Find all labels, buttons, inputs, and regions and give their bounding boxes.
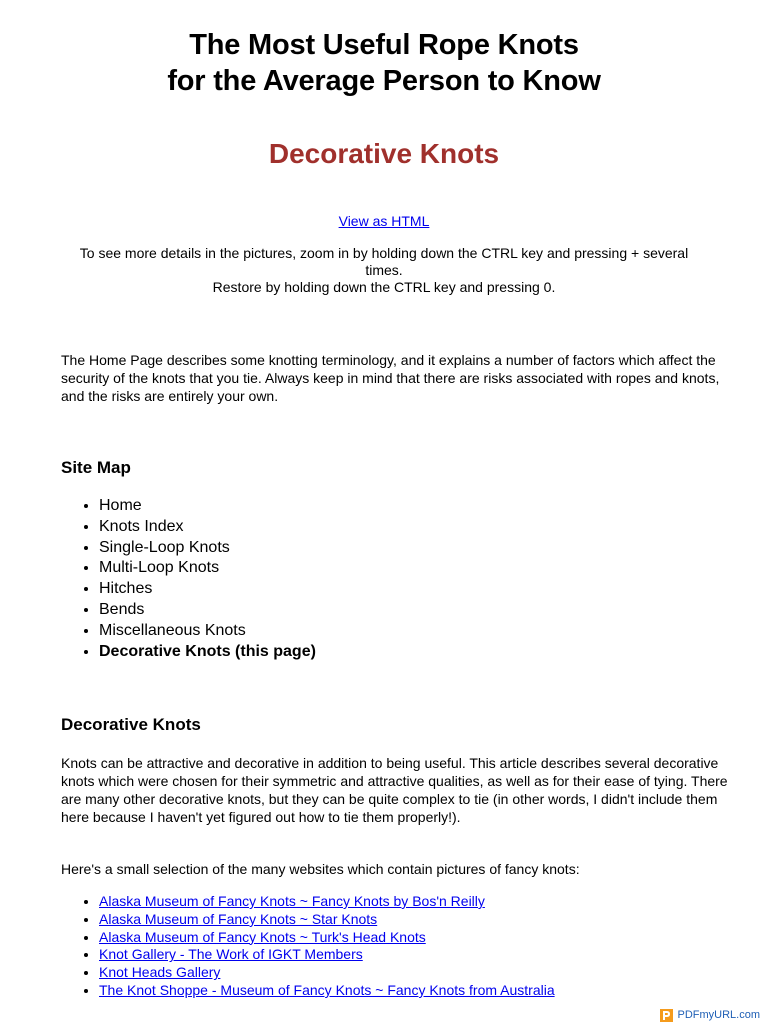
- site-map-item-multi-loop-knots[interactable]: • Multi-Loop Knots: [99, 558, 316, 579]
- pdfmyurl-footer[interactable]: [660, 1008, 760, 1022]
- intro-paragraph: The Home Page describes some knotting terminology, and it explains a number of factors which affect the security of the knots that you tie. Always keep in mind that there are risks associated with ropes and knots, and the risks are entirely your own.: [61, 352, 720, 404]
- site-map-item-miscellaneous-knots[interactable]: • Miscellaneous Knots: [99, 621, 316, 642]
- zoom-instruction-line-1: To see more details in the pictures, zoom in by holding down the CTRL key and pressing + several times.: [79, 245, 689, 278]
- decorative-knots-heading: Decorative Knots: [61, 715, 201, 734]
- site-map-item-hitches[interactable]: • Hitches: [99, 579, 316, 600]
- decorative-knots-paragraph: Knots can be attractive and decorative in addition to being useful. This article describes several decorative knots which were chosen for their symmetric and attractive qualities, as well as for their ease of tying. There are many other decorative knots, but they can be quite complex to tie (in other words, I didn't include them here because I haven't yet figured out how to tie them properly!).: [61, 755, 728, 825]
- zoom-instruction-line-2: Restore by holding down the CTRL key and pressing 0.: [212, 279, 556, 295]
- site-map-item-decorative-knots-current: • Decorative Knots (this page): [99, 642, 316, 663]
- page-subtitle: Decorative Knots: [268, 138, 500, 169]
- site-map-item-single-loop-knots[interactable]: • Single-Loop Knots: [99, 538, 316, 559]
- zoom-instructions: [70, 245, 698, 296]
- link-fancy-knots-bosn-reilly[interactable]: Alaska Museum of Fancy Knots ~ Fancy Knots by Bos'n Reilly: [99, 893, 485, 909]
- site-map-item-knots-index[interactable]: • Knots Index: [99, 517, 316, 538]
- link-knot-heads-gallery[interactable]: Knot Heads Gallery: [99, 964, 221, 981]
- link-list-item: [99, 964, 555, 982]
- fancy-knots-link-list: [61, 893, 555, 1000]
- link-list-item: [99, 911, 555, 929]
- title-line-1: The Most Useful Rope Knots: [189, 29, 579, 61]
- link-list-item: [99, 929, 555, 947]
- view-html-container: [0, 212, 768, 230]
- view-as-html-link[interactable]: View as HTML: [338, 213, 430, 229]
- pdfmyurl-brand-text[interactable]: PDFmyURL.com: [677, 1009, 760, 1021]
- link-star-knots[interactable]: Alaska Museum of Fancy Knots ~ Star Knots: [99, 910, 378, 927]
- link-list-item: [99, 982, 555, 1000]
- link-list-item: [99, 946, 555, 964]
- link-list-item: [99, 893, 555, 911]
- page-title: [0, 27, 768, 99]
- link-knot-shoppe-australia[interactable]: The Knot Shoppe - Museum of Fancy Knots ~ Fancy Knots from Australia: [99, 981, 555, 998]
- link-turks-head-knots[interactable]: Alaska Museum of Fancy Knots ~ Turk's Head Knots: [99, 928, 426, 945]
- link-knot-gallery-igkt[interactable]: Knot Gallery - The Work of IGKT Members: [99, 946, 363, 963]
- site-map-item-home[interactable]: • Home: [99, 496, 316, 517]
- pdf-logo-icon: [660, 1009, 673, 1022]
- site-map-list: [61, 496, 316, 662]
- fancy-knots-selection-text: Here's a small selection of the many websites which contain pictures of fancy knots:: [61, 861, 580, 877]
- title-line-2: for the Average Person to Know: [167, 65, 601, 97]
- site-map-item-bends[interactable]: • Bends: [99, 600, 316, 621]
- site-map-heading: Site Map: [61, 458, 131, 477]
